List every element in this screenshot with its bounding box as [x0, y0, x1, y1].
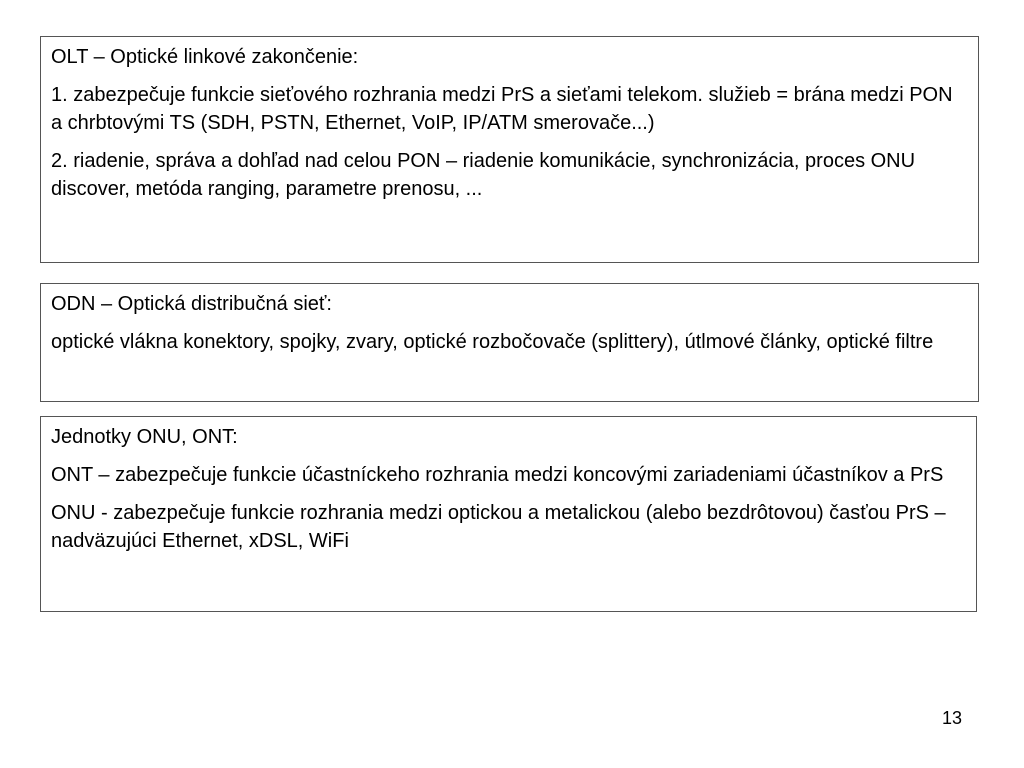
olt-heading: OLT – Optické linkové zakončenie: — [51, 46, 359, 68]
olt-section — [40, 36, 979, 263]
odn-paragraph-1: optické vlákna konektory, spojky, zvary, optické rozbočovače (splittery), útlmové články, optické filtre — [51, 331, 934, 353]
ont-paragraph: ONT – zabezpečuje funkcie účastníckeho rozhrania medzi koncovými zariadeniami účastníkov a PrS — [51, 464, 944, 486]
odn-section — [40, 283, 979, 402]
onu-ont-section — [40, 416, 977, 612]
page-number: 13 — [941, 708, 962, 728]
onu-ont-heading: Jednotky ONU, ONT: — [51, 426, 238, 448]
onu-paragraph: ONU - zabezpečuje funkcie rozhrania medzi optickou a metalickou (alebo bezdrôtovou) časťou PrS – nadväzujúci Ethernet, xDSL, WiFi — [51, 502, 946, 552]
olt-paragraph-1: 1. zabezpečuje funkcie sieťového rozhrania medzi PrS a sieťami telekom. služieb = brána medzi PON a chrbtovými TS (SDH, PSTN, Ethernet, VoIP, IP/ATM smerovače...) — [51, 84, 953, 134]
odn-heading: ODN – Optická distribučná sieť: — [51, 293, 332, 315]
olt-paragraph-2: 2. riadenie, správa a dohľad nad celou PON – riadenie komunikácie, synchronizácia, proces ONU discover, metóda ranging, parametre prenosu, ... — [51, 150, 916, 200]
